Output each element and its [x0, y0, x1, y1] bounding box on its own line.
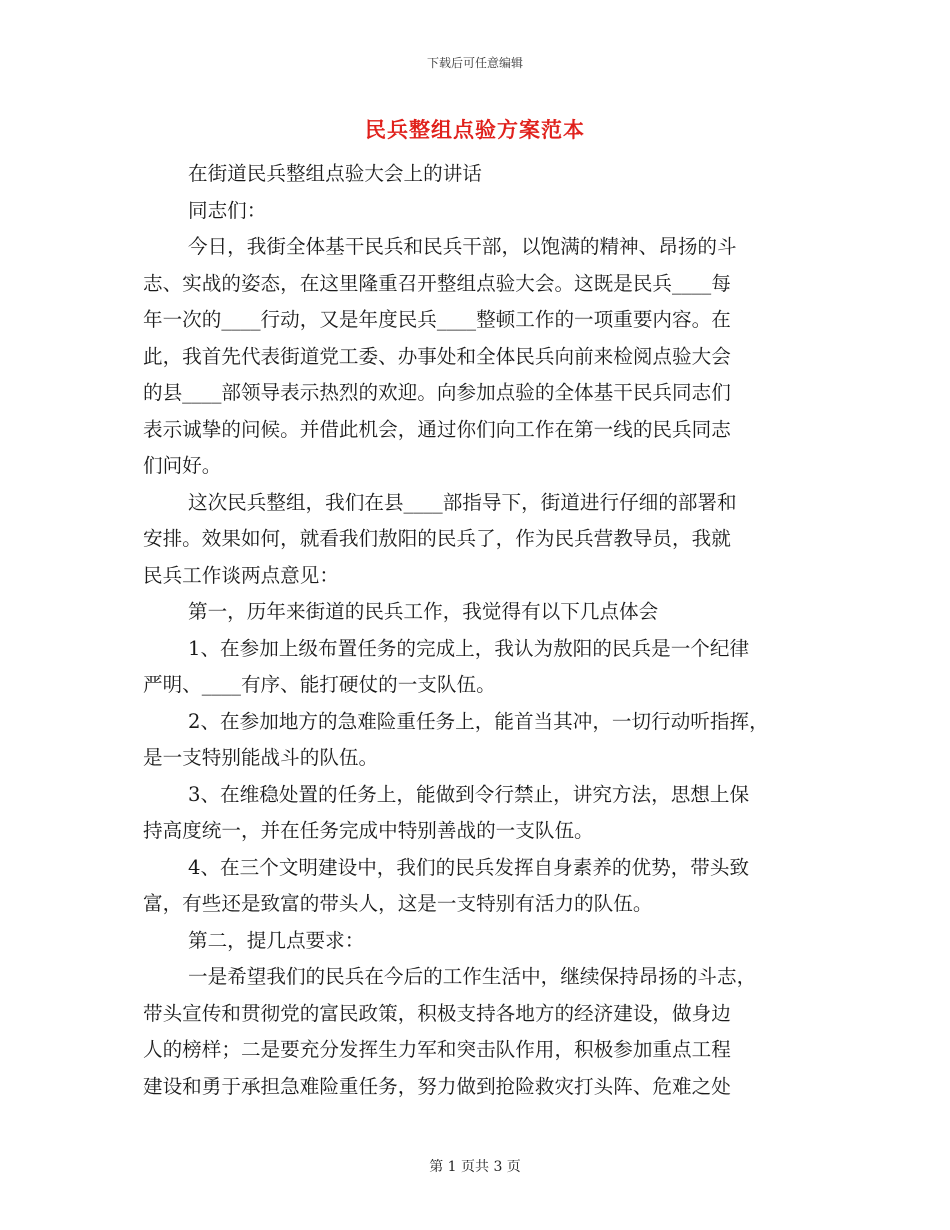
body-line: 严明、____有序、能打硬仗的一支队伍。	[143, 673, 496, 696]
document-body	[143, 156, 823, 1105]
body-line: 带头宣传和贯彻党的富民政策，积极支持各地方的经济建设，做身边	[143, 1001, 731, 1025]
body-line: 富，有些还是致富的带头人，这是一支特别有活力的队伍。	[143, 892, 653, 915]
body-line: 此，我首先代表街道党工委、办事处和全体民兵向前来检阅点验大会	[143, 344, 731, 368]
body-line: 年一次的____行动，又是年度民兵____整顿工作的一项重要内容。在	[143, 308, 731, 331]
body-line: 1、在参加上级布置任务的完成上，我认为敖阳的民兵是一个纪律	[188, 636, 750, 660]
body-line: 是一支特别能战斗的队伍。	[143, 746, 379, 769]
page-header: 下载后可任意编辑	[426, 56, 523, 70]
body-line: 4、在三个文明建设中，我们的民兵发挥自身素养的优势，带头致	[188, 855, 750, 879]
body-line: 志、实战的姿态，在这里隆重召开整组点验大会。这既是民兵____每	[143, 271, 731, 295]
body-line: 在街道民兵整组点验大会上的讲话	[188, 162, 482, 185]
body-line: 这次民兵整组，我们在县____部指导下，街道进行仔细的部署和	[188, 490, 737, 514]
body-line: 表示诚挚的问候。并借此机会，通过你们向工作在第一线的民兵同志	[143, 417, 731, 441]
body-line: 今日，我街全体基干民兵和民兵干部，以饱满的精神、昂扬的斗	[188, 235, 737, 258]
body-line: 一是希望我们的民兵在今后的工作生活中，继续保持昂扬的斗志，	[188, 965, 757, 988]
body-line: 第二，提几点要求：	[188, 928, 365, 952]
body-line: 的县____部领导表示热烈的欢迎。向参加点验的全体基干民兵同志们	[143, 381, 731, 404]
body-line: 安排。效果如何，就看我们敖阳的民兵了，作为民兵营教导员，我就	[143, 527, 731, 550]
body-line: 第一，历年来街道的民兵工作，我觉得有以下几点体会	[188, 600, 659, 623]
body-line: 民兵工作谈两点意见：	[143, 563, 339, 587]
body-line: 3、在维稳处置的任务上，能做到令行禁止，讲究方法，思想上保	[188, 782, 750, 806]
body-line: 2、在参加地方的急难险重任务上，能首当其冲，一切行动听指挥，	[188, 709, 769, 733]
document-title: 民兵整组点验方案范本	[365, 117, 585, 142]
body-line: 建设和勇于承担急难险重任务，努力做到抢险救灾打头阵、危难之处	[143, 1074, 731, 1098]
page-footer: 第 1 页共 3 页	[429, 1159, 521, 1175]
body-line: 人的榜样；二是要充分发挥生力军和突击队作用，积极参加重点工程	[143, 1038, 731, 1061]
body-line: 持高度统一，并在任务完成中特别善战的一支队伍。	[143, 819, 594, 842]
body-line: 们问好。	[143, 454, 222, 477]
body-line: 同志们：	[188, 198, 267, 222]
